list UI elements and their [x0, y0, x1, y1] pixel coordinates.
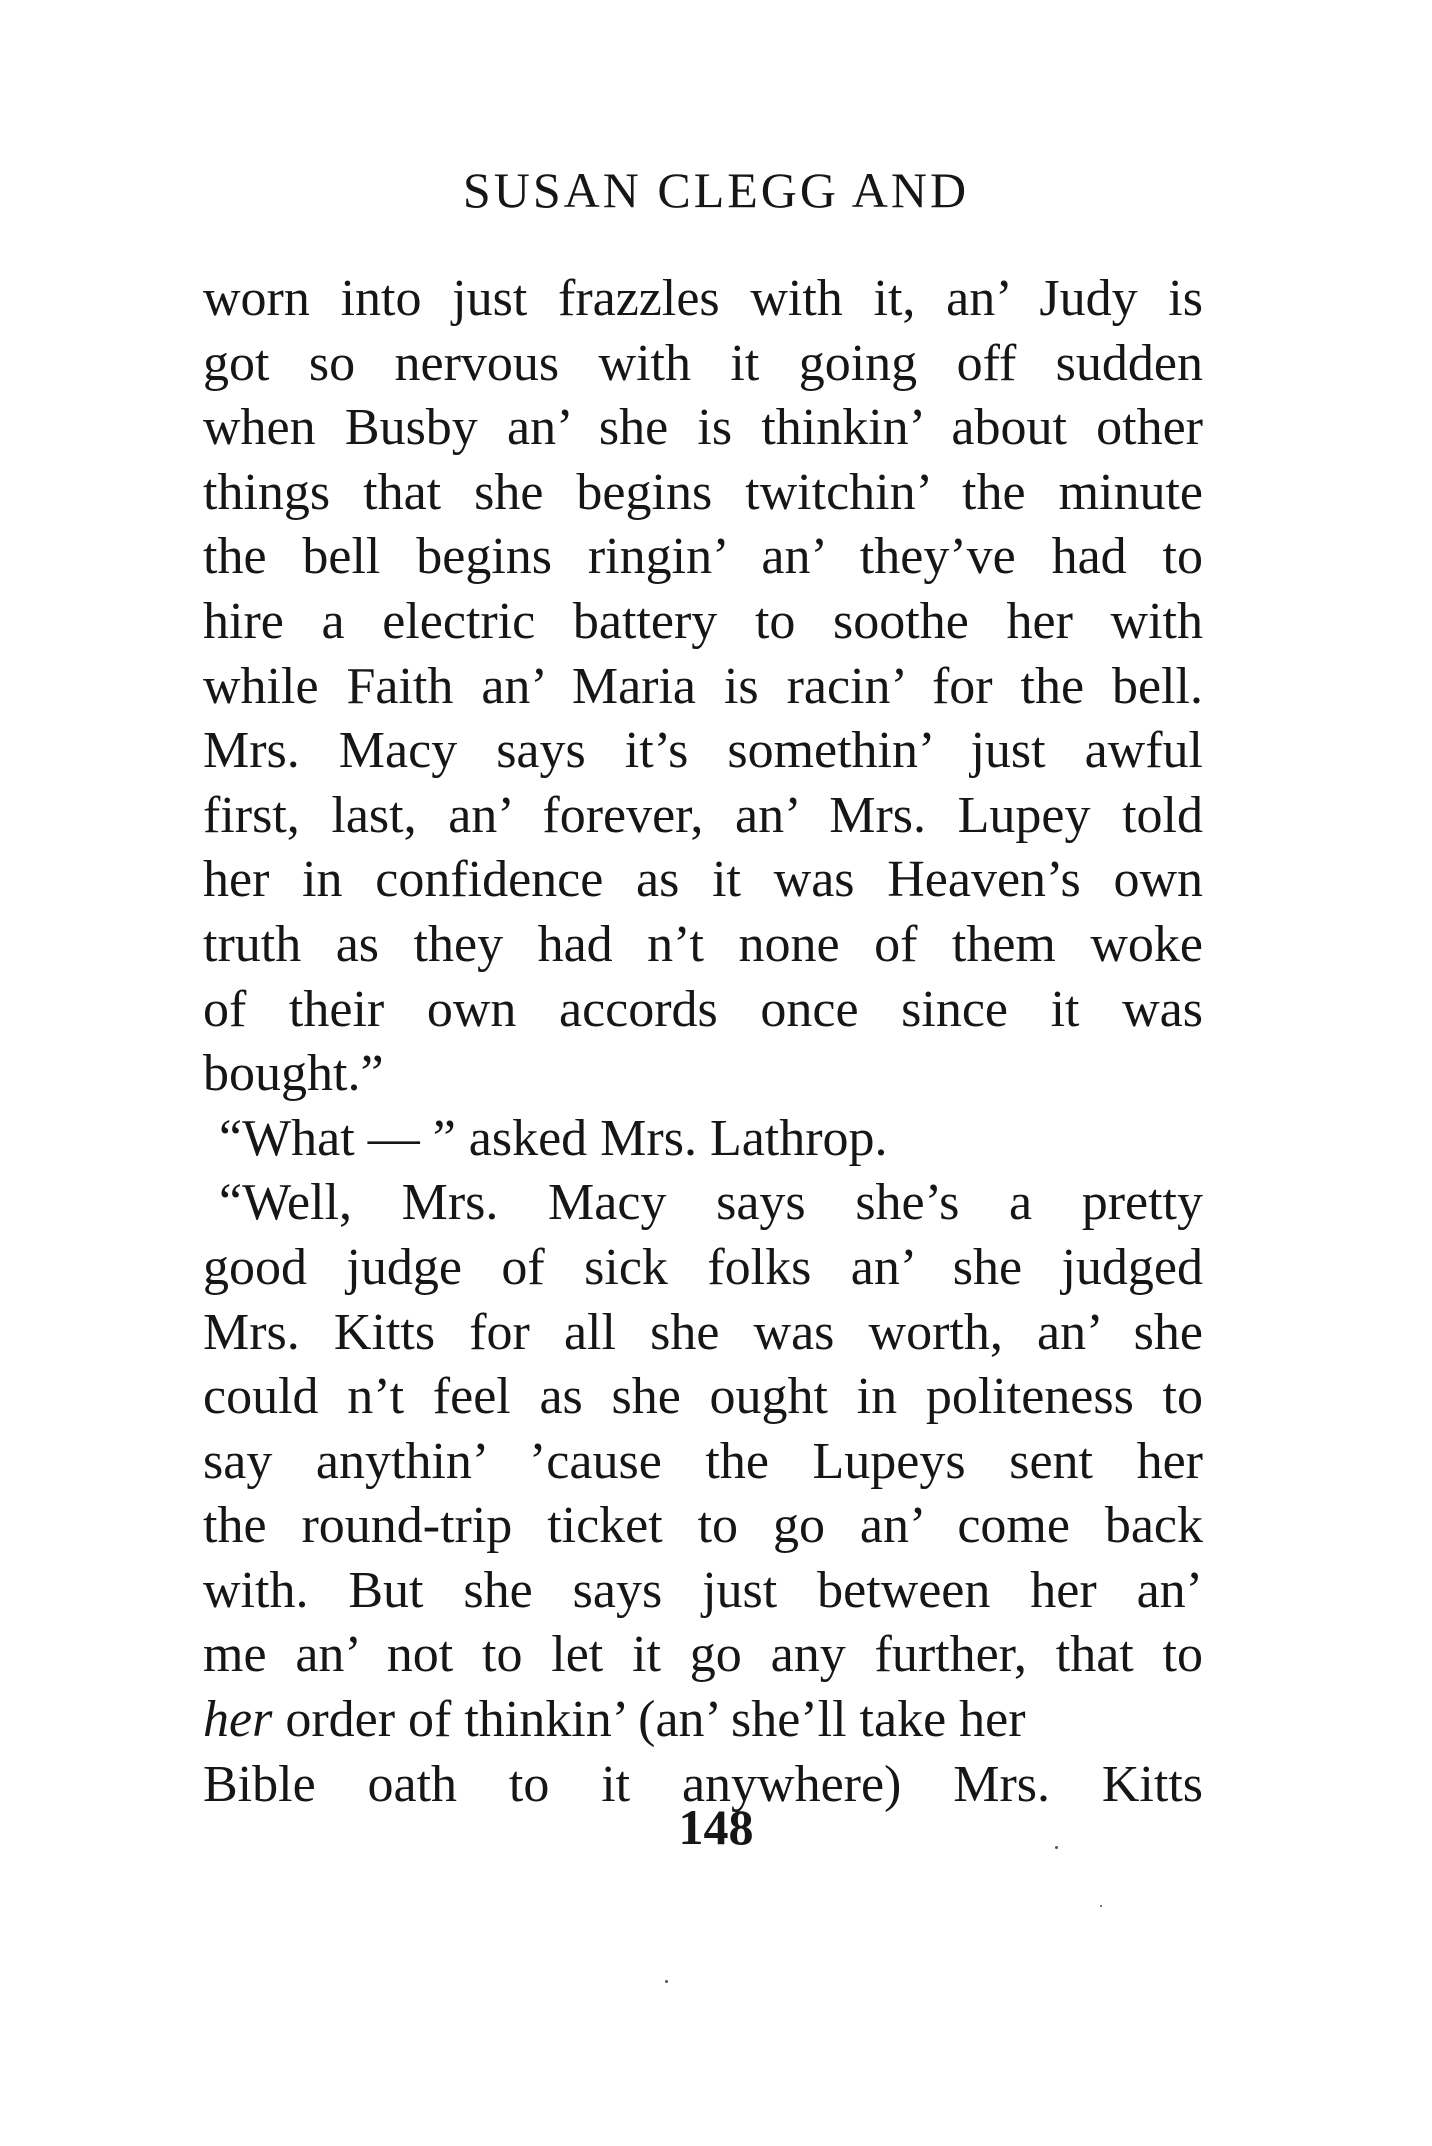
paper-speck: [1100, 1905, 1102, 1907]
text-line: Bible oath to it anywhere) Mrs. Kitts: [203, 1755, 1203, 1813]
text-line: her in confidence as it was Heaven’s own: [203, 851, 1203, 909]
text-line: could n’t feel as she ought in politeness to: [203, 1368, 1203, 1426]
text-line: when Busby an’ she is thinkin’ about other: [203, 399, 1203, 457]
text-line: Mrs. Macy says it’s somethin’ just awful: [203, 722, 1203, 780]
text-line: first, last, an’ forever, an’ Mrs. Lupey told: [203, 786, 1203, 844]
text-line: me an’ not to let it go any further, that to: [203, 1626, 1203, 1684]
text-line: while Faith an’ Maria is racin’ for the bell.: [203, 657, 1203, 715]
text-line: “Well, Mrs. Macy says she’s a pretty: [219, 1174, 1203, 1232]
text-line: with. But she says just between her an’: [203, 1561, 1203, 1619]
paper-speck: [665, 1980, 668, 1983]
text-line: things that she begins twitchin’ the minute: [203, 463, 1203, 521]
text-line: got so nervous with it going off sudden: [203, 334, 1203, 392]
text-line: of their own accords once since it was: [203, 980, 1203, 1038]
text-line: the bell begins ringin’ an’ they’ve had to: [203, 528, 1203, 586]
italic-word: her: [203, 1691, 273, 1749]
text-line: [203, 1688, 1203, 1753]
page-number: 148: [678, 1799, 754, 1855]
text-line: the round-trip ticket to go an’ come back: [203, 1497, 1203, 1555]
text-line: good judge of sick folks an’ she judged: [203, 1238, 1203, 1296]
body-text: [203, 267, 1203, 1817]
paper-speck: [1055, 1846, 1058, 1849]
text-line: Mrs. Kitts for all she was worth, an’ she: [203, 1303, 1203, 1361]
text-line: worn into just frazzles with it, an’ Judy is: [203, 270, 1203, 327]
running-head: SUSAN CLEGG AND: [462, 162, 970, 218]
text-line: “What — ” asked Mrs. Lathrop.: [219, 1109, 888, 1167]
text-line: truth as they had n’t none of them woke: [203, 915, 1203, 973]
text-line: hire a electric battery to soothe her with: [203, 592, 1203, 650]
line-remainder: order of thinkin’ (an’ she’ll take her: [272, 1691, 1026, 1749]
text-line: say anythin’ ’cause the Lupeys sent her: [203, 1432, 1203, 1490]
text-line: bought.”: [203, 1045, 384, 1103]
